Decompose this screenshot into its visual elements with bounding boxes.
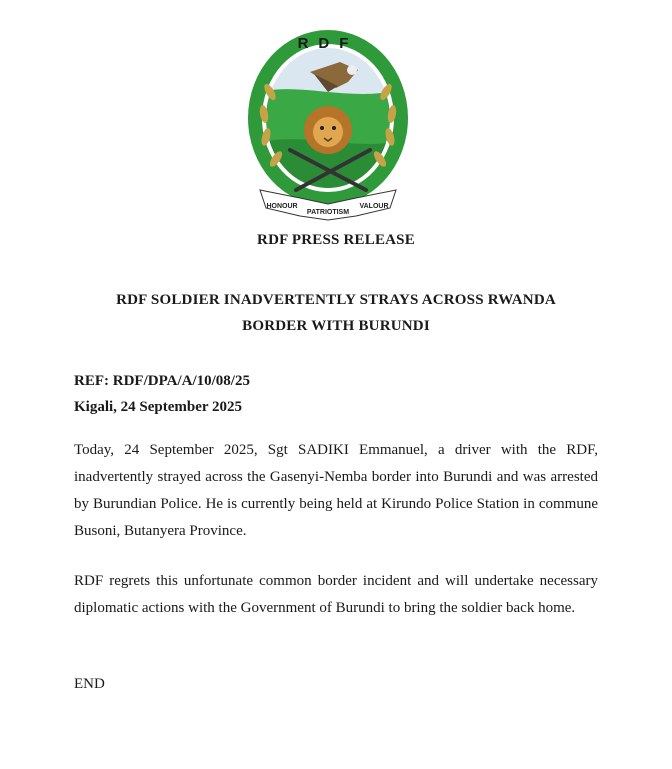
ribbon-text-3: VALOUR xyxy=(359,203,389,210)
body-paragraph-2: RDF regrets this unfortunate common border incident and will undertake necessary diplomatic actions with the Government of Burundi to bring the soldier back home. xyxy=(74,573,598,616)
logo-letters: RDF xyxy=(297,35,359,52)
closing-end: END xyxy=(74,676,105,692)
release-title-line-1: RDF SOLDIER INADVERTENTLY STRAYS ACROSS RWANDA xyxy=(116,292,556,308)
release-title-line-2: BORDER WITH BURUNDI xyxy=(242,318,430,334)
ribbon-text-2: PATRIOTISM xyxy=(306,209,350,216)
body-paragraph-1: Today, 24 September 2025, Sgt SADIKI Emmanuel, a driver with the RDF, inadvertently strayed across the Gasenyi-Nemba border into Burundi and was arrested by Burundian Police. He is currently being held at Kirundo Police Station in commune Busoni, Butanyera Province. xyxy=(74,442,598,539)
release-title xyxy=(0,287,672,339)
place-date: Kigali, 24 September 2025 xyxy=(74,399,243,415)
press-release-heading: RDF PRESS RELEASE xyxy=(257,232,415,248)
ribbon-text-1: HONOUR xyxy=(266,203,298,210)
rdf-emblem-logo xyxy=(240,22,416,222)
reference-block xyxy=(74,368,250,420)
lion-icon xyxy=(304,106,352,154)
reference-number: REF: RDF/DPA/A/10/08/25 xyxy=(74,373,250,389)
